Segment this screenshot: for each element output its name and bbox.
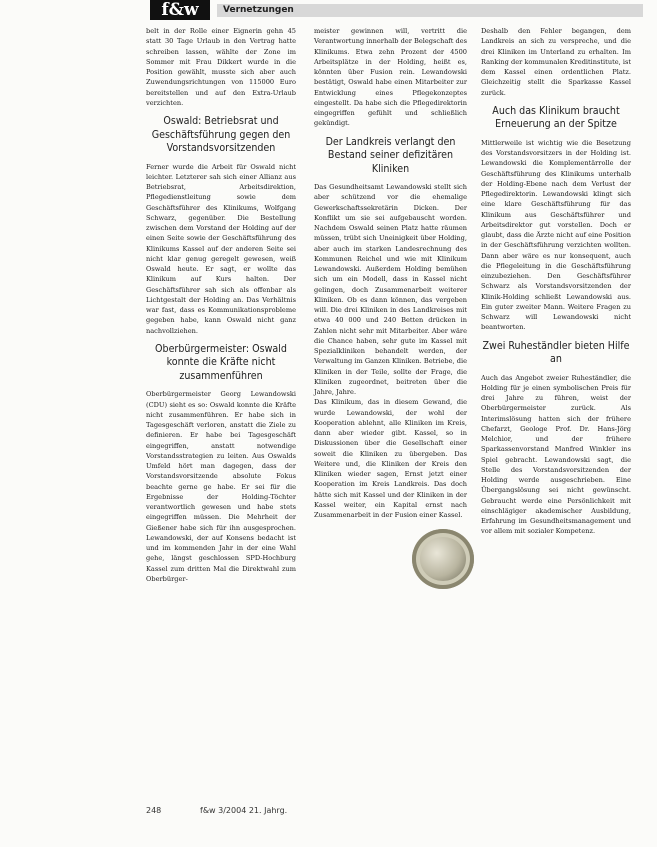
paragraph: meister gewinnen will, vertritt die Verantwortung innerhalb der Belegschaft des Klinikums. Etwa zehn Prozent der 4500 Arbeitsplätze in der Holding, heißt es, könnten über Fusion rein. Lewandowski bestätigt, Oswald habe einen Mitarbeiter zur Entwicklung eines Pflegekonzeptes eingestellt. Da habe sich die Pflegedirektorin eingegriffen gefühlt und schließlich gekündigt. (314, 27, 467, 128)
subheading: Oberbürgermeister: Oswald konnte die Kräfte nicht zusammenführen (155, 342, 287, 382)
column-right (481, 26, 631, 537)
paragraph: Das Gesundheitsamt Lewandowski stellt sich aber schützend vor die ehemalige Gewerkschaftssekretärin Dicken. Der Konflikt um sie sei aufgebauscht worden. Nachdem Oswald seinen Platz hatte räumen müssen, trübt sich Uneinigkeit über Holding, aber auch im starken Landesrechnung des Kommunen Reichel und wie mit Klinikum Lewandowski. Außerdem Holding bemühen sich um ein Modell, dass in Kassel nicht gelingen, doch Zusammenarbeit weiterer Kliniken. Ob es dann können, das vergeben will. Die drei Kliniken in des Landkreises mit etwa 40 000 und 240 Betten drücken in Zahlen nicht sehr mit Mitarbeiter. Aber wäre die Chance haben, sehr gute im Kassel mit Spezialkliniken behandelt werden, der Verwaltung im Ganzen Kliniken. Betriebe, die Kliniken in der Teile, sollte der Frage, die Kliniken zugeordnet, beitreten über die Jahre, Jahre. (314, 183, 467, 396)
column-left (146, 26, 296, 584)
euro-coin-image (412, 529, 474, 589)
magazine-logo: f&w (150, 0, 210, 20)
paragraph: Das Klinikum, das in diesem Gewand, die wurde Lewandowski, der wohl der Kooperation ablehnt, alle Kliniken im Kreis, dann aber wieder gibt. Kassel, so in Diskussionen über die Gesellschaft einer soweit die Kliniken zu übergeben. Das Weitere und, die Kliniken der Kreis den Kliniken wieder sagen, Ernst jetzt einer Kooperation im Kreis Landkreis. Das doch hätte sich mit Kassel und der Kliniken in der Kassel weiter, ein Kapital ernst nach Zusammenarbeit in der Fusion einer Kassel. (314, 398, 467, 519)
subheading: Der Landkreis verlangt den Bestand seiner defizitären Kliniken (325, 135, 456, 175)
subheading: Zwei Ruheständler bieten Hilfe an (482, 339, 630, 365)
paragraph: Mittlerweile ist wichtig wie die Besetzung des Vorstandsvorsitzers in der Holding ist. Lewandowski die Komplementärrolle der Geschäftsführung des Klinikums unterhalb der Holding-Ebene nach dem Verlust der Pflegedirektorin. Lewandowski klingt sich eine klare Geschäftsführung für das Klinikum aus Geschäftsführer und Arbeitsdirektor gut vorstellen. Doch er glaubt, dass die Ärzte nicht auf eine Position in der Geschäftsführung verzichten wollten. Dann aber wäre es nur konsequent, auch die Pflegeleitung in die Geschäftsführung einzubeziehen. Den Geschäftsführer Schwarz als Vorstandsvorsitzenden der Klinik-Holding schließt Lewandowski aus. Ein guter zweiter Mann. Weitere Fragen zu Schwarz will Lewandowski nicht beantworten. (481, 138, 631, 332)
paragraph: belt in der Rolle einer Eignerin gehn 45 statt 30 Tage Urlaub in den Vertrag hatte schreiben lassen, wählte der Zone im Sommer mit Frau Dikkert wurde in die Position gewählt, musste sich aber auch Zuwendungsrichtungen von 115000 Euro bereitstellen und auf den Extra-Urlaub verzichten. (146, 27, 296, 107)
paragraph: Auch das Angebot zweier Ruheständler, die Holding für je einen symbolischen Preis für drei Jahre zu führen, weist der Oberbürgermeister zurück. Als Interimslösung hatten sich der frühere Chefarzt, Geologe Prof. Dr. Hans-Jörg Melchior, und der frühere Sparkassenvorstand Manfred Winkler ins Spiel gebracht. Lewandowski sagt, die Stelle des Vorstandsvorsitzenden der Holding werde ausgeschrieben. Eine Übergangslösung sei nicht gewünscht. Gebraucht werde eine Persönlichkeit mit einschlägiger akademischer Ausbildung, Erfahrung im Gesundheitsmanagement und vor allem mit sozialer Kompetenz. (481, 373, 631, 536)
subheading: Auch das Klinikum braucht Erneuerung an der Spitze (492, 104, 620, 131)
page-number: 248 (146, 806, 162, 815)
paragraph: Oberbürgermeister Georg Lewandowski (CDU) sieht es so: Oswald konnte die Kräfte nicht zusammenführen. Er habe sich in Tagesgeschäft verloren, anstatt die Ziele zu definieren. Er habe bei Tagesgeschäft eingegriffen, anstatt notwendige Vorstandsstrategien zu leiten. Aus Oswalds Umfeld hört man dagegen, dass der Vorstandsvorsitzende absolute Fokus beachte gerne ge habe. Er sei für die Ergebnisse der Holding-Töchter verantwortlich gewesen und habe stets eingegriffen müssen. Die Mehrheit der Gießener habe sich für ihn ausgesprochen. Lewandowski, der auf Konsens bedacht ist und im kommenden Jahr in der eine Wahl gehe, längst geschlossen SPD-Hochburg Kassel zum dritten Mal die Direktwahl zum Oberbürger- (146, 390, 296, 583)
column-middle (314, 26, 467, 520)
paragraph: Deshalb den Fehler begangen, dem Landkreis an sich zu verspreche, und die drei Kliniken im Unterland zu erhalten. Im Ranking der kommunalen Kreditinstitute, ist dem Kassel einen ordentlichen Platz. Gleichzeitig stellt die Sparkasse Kassel zurück. (481, 27, 631, 97)
subheading: Oswald: Betriebsrat und Geschäftsführung gegen den Vorstandsvorsitzenden (151, 115, 291, 154)
journal-citation: f&w 3/2004 21. Jahrg. (200, 806, 288, 815)
section-title: Vernetzungen (217, 4, 643, 17)
paragraph: Ferner wurde die Arbeit für Oswald nicht leichter. Letzterer sah sich einer Allianz aus Betriebsrat, Arbeitsdirektion, Pflegedienstleitung sowie dem Geschäftsführer des Klinikums, Wolfgang Schwarz, gegenüber. Die Bestellung zwischen dem Vorstand der Holding auf der einen Seite sowie der Geschäftsführung des Klinikums Kassel auf der anderen Seite sei nicht klar genug geregelt gewesen, weiß Oswald heute. Er sagt, er wollte das Klinikum auf Kurs halten. Der Geschäftsführer sah sich als offenbar als Lichtgestalt der Holding an. Das Verhältnis war fast, dass es Kommunikationsprobleme gegeben habe, kann Oswald nicht ganz nachvollziehen. (146, 162, 296, 335)
